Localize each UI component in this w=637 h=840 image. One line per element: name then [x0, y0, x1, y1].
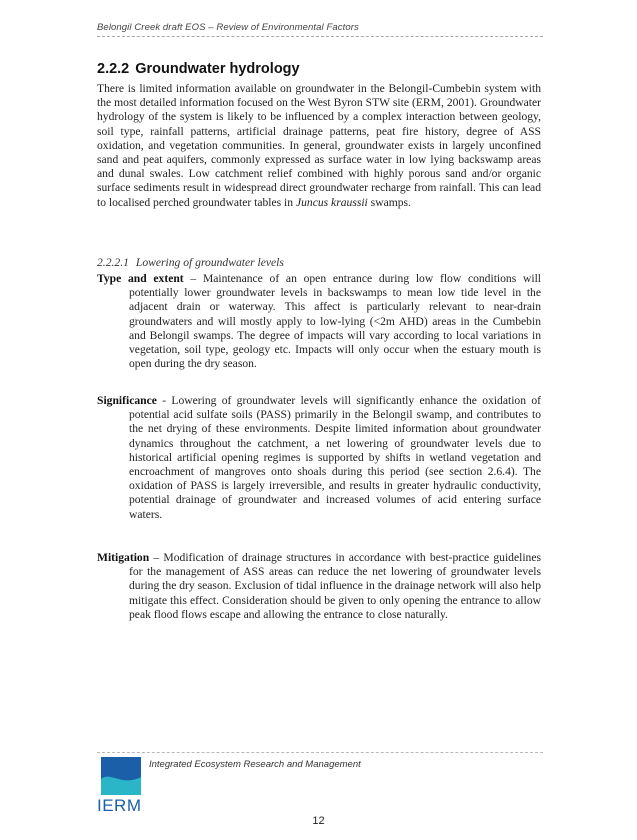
- entry-mitigation: [97, 551, 541, 622]
- entry-separator: -: [156, 394, 172, 407]
- footer-divider: [97, 752, 543, 753]
- subsection-heading: [97, 256, 284, 269]
- footer-organisation: Integrated Ecosystem Research and Management: [149, 759, 361, 770]
- entry-text: Lowering of groundwater levels will significantly enhance the oxidation of potential acid sulfate soils (PASS) primarily in the Belongil swamp, and contributes to the net drying of these environments. Despite limited information about groundwater dynamics throughout the catchment, a net lowering of groundwater levels due to historical artificial opening regimes is supported by shifts in wetland vegetation and encroachment of mangroves onto shoals during this period (see section 2.6.4). The oxidation of PASS is largely irreversible, and results in greater hydraulic conductivity, potential drainage of groundwater and increased volumes of acid entering surface waters.: [129, 394, 541, 521]
- subsection-title: Lowering of groundwater levels: [135, 256, 284, 269]
- intro-text-part2: swamps.: [367, 195, 411, 209]
- page-number: 12: [312, 815, 325, 827]
- entry-type-and-extent: [97, 272, 541, 371]
- section-heading: [97, 61, 300, 77]
- entry-significance: [97, 394, 541, 522]
- subsection-number: 2.2.2.1: [97, 256, 129, 269]
- entry-text: Maintenance of an open entrance during low flow conditions will potentially lower groundwater levels in backswamps to mean low tide level in the adjacent drain or waterway. This affect is particularly relevant to near-drain groundwaters and will mostly apply to low-lying (<2m AHD) areas in the Cumbebin and Belongil swamps. The degree of impacts will vary according to local variations in vegetation, soil type, geology etc. Impacts will only occur when the estuary mouth is open during the dry season.: [129, 272, 542, 371]
- entry-label: Significance: [97, 394, 157, 407]
- running-header: Belongil Creek draft EOS – Review of Environmental Factors: [97, 22, 543, 37]
- entry-paragraph: [97, 551, 541, 622]
- entry-label: Type and extent: [97, 272, 184, 285]
- entry-paragraph: [97, 272, 541, 371]
- entry-separator: –: [149, 551, 164, 564]
- section-number: 2.2.2: [97, 61, 130, 77]
- intro-paragraph: [97, 82, 541, 210]
- species-name: Juncus kraussii: [295, 195, 368, 209]
- entry-text: Modification of drainage structures in accordance with best-practice guidelines for the management of ASS areas can reduce the net lowering of groundwater levels during the dry season. Exclusion of tidal influence in the drainage network will also help mitigate this effect. Consideration should be given to only opening the entrance to allow peak flood flows escape and allowing the entrance to close naturally.: [129, 551, 542, 621]
- entry-label: Mitigation: [97, 551, 150, 564]
- entry-separator: –: [183, 272, 203, 285]
- intro-text-part1: There is limited information available on groundwater in the Belongil-Cumbebin system with the most detailed information focused on the West Byron STW site (ERM, 2001). Groundwater hydrology of the system is likely to be influenced by a complex interaction between geology, soil type, rainfall patterns, artificial drainage patterns, peat fire history, degree of ASS oxidation, and vegetation communities. In general, groundwater exists in largely unconfined sand and peat aquifers, commonly expressed as surface water in low lying backswamp areas and dunal swales. Low catchment relief combined with highly porous sand and/or organic surface sediments result in widespread direct groundwater recharge from rainfall. This can lead to localised perched groundwater tables in: [97, 82, 541, 209]
- entry-paragraph: [97, 394, 541, 522]
- logo-wordmark: IERM: [97, 796, 142, 815]
- section-title: Groundwater hydrology: [135, 61, 300, 77]
